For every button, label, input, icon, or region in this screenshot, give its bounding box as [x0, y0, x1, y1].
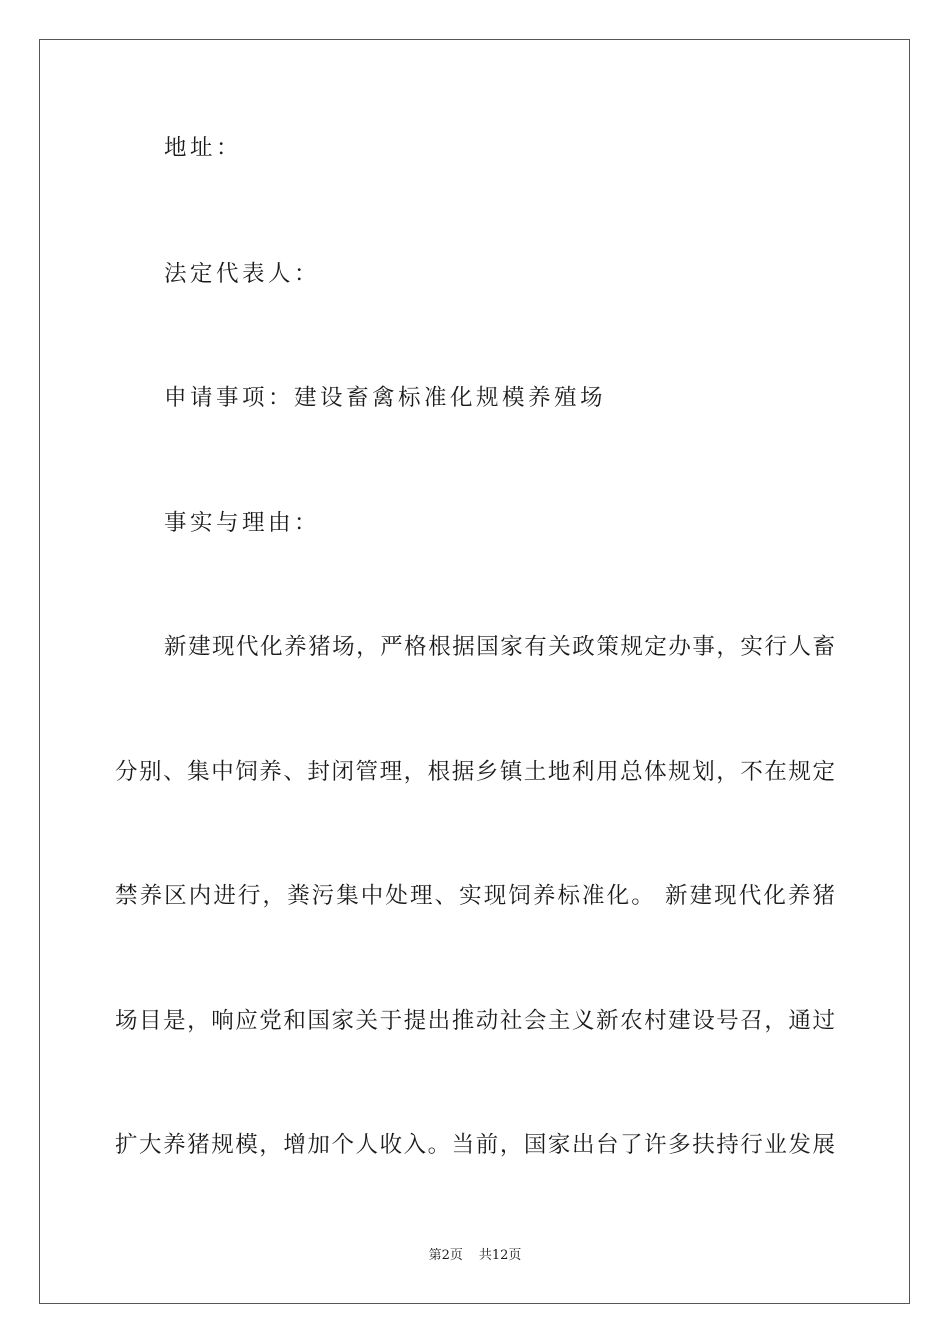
- current-page-number: 第2页: [428, 1248, 463, 1263]
- body-line: 场目是，响应党和国家关于提出推动社会主义新农村建设号召，通过: [115, 1008, 835, 1034]
- address-label: 地址：: [164, 135, 243, 161]
- body-line: 扩大养猪规模，增加个人收入。当前，国家出台了许多扶持行业发展: [115, 1132, 835, 1158]
- body-line: 新建现代化养猪场，严格根据国家有关政策规定办事，实行人畜: [164, 634, 835, 660]
- application-item: 申请事项：建设畜禽标准化规模养殖场: [164, 385, 607, 411]
- facts-and-reasons-label: 事实与理由：: [164, 510, 321, 536]
- legal-representative-label: 法定代表人：: [164, 261, 321, 287]
- page-footer: [0, 1246, 950, 1266]
- body-line: 禁养区内进行，粪污集中处理、实现饲养标准化。 新建现代化养猪: [115, 883, 835, 909]
- body-line: 分别、集中饲养、封闭管理，根据乡镇土地利用总体规划，不在规定: [115, 759, 835, 785]
- page-border: [39, 39, 910, 1304]
- total-pages: 共12页: [478, 1248, 522, 1263]
